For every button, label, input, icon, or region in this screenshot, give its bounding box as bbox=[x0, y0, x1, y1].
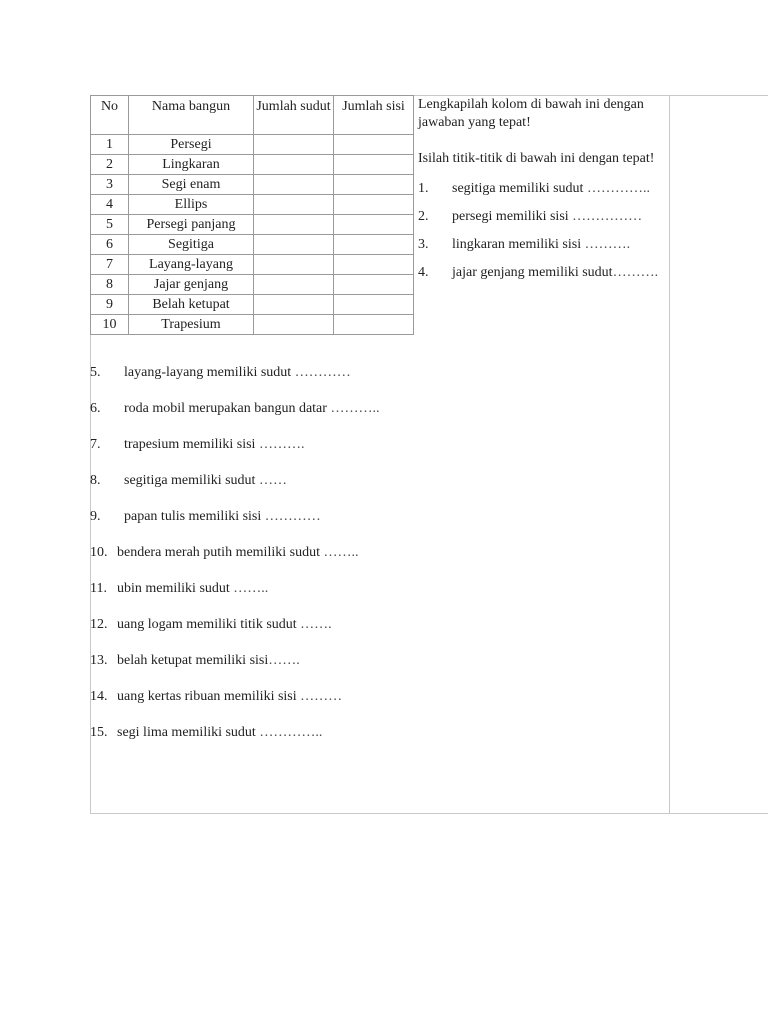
question-number: 7. bbox=[90, 437, 101, 452]
answer-blank[interactable]: ………….. bbox=[583, 181, 650, 196]
corner-count-cell[interactable] bbox=[254, 275, 334, 295]
side-count-cell[interactable] bbox=[334, 315, 414, 335]
side-count-cell[interactable] bbox=[334, 255, 414, 275]
column-divider bbox=[669, 95, 670, 814]
question-text: belah ketupat memiliki sisi bbox=[117, 653, 269, 668]
question-item bbox=[90, 508, 379, 544]
question-number: 1. bbox=[418, 181, 429, 196]
question-number: 11. bbox=[90, 581, 107, 596]
question-item bbox=[90, 652, 379, 688]
table-row bbox=[91, 275, 414, 295]
question-text: uang logam memiliki titik sudut bbox=[117, 617, 297, 632]
question-text: segitiga memiliki sudut bbox=[124, 473, 256, 488]
header-shape-name: Nama bangun bbox=[129, 96, 254, 135]
side-count-cell[interactable] bbox=[334, 155, 414, 175]
answer-blank[interactable]: ………….. bbox=[255, 725, 323, 740]
answer-blank[interactable]: ………. bbox=[581, 237, 631, 252]
shape-name: Persegi bbox=[129, 135, 254, 155]
question-text: lingkaran memiliki sisi bbox=[452, 237, 582, 252]
question-number: 6. bbox=[90, 401, 101, 416]
table-row bbox=[91, 295, 414, 315]
corner-count-cell[interactable] bbox=[254, 315, 334, 335]
corner-count-cell[interactable] bbox=[254, 155, 334, 175]
shape-name: Jajar genjang bbox=[129, 275, 254, 295]
question-item bbox=[418, 180, 666, 198]
question-text: ubin memiliki sudut bbox=[117, 581, 230, 596]
row-number: 4 bbox=[91, 195, 129, 215]
header-no: No bbox=[91, 96, 129, 135]
side-count-cell[interactable] bbox=[334, 195, 414, 215]
answer-blank[interactable]: ………. bbox=[255, 437, 305, 452]
side-count-cell[interactable] bbox=[334, 295, 414, 315]
header-side-count: Jumlah sisi bbox=[334, 96, 414, 135]
answer-blank[interactable]: ………. bbox=[612, 265, 659, 280]
question-text: papan tulis memiliki sisi bbox=[124, 509, 262, 524]
corner-count-cell[interactable] bbox=[254, 255, 334, 275]
row-number: 6 bbox=[91, 235, 129, 255]
question-item bbox=[90, 580, 379, 616]
question-item bbox=[90, 616, 379, 652]
question-item bbox=[90, 724, 379, 760]
instructions-panel bbox=[418, 96, 666, 282]
answer-blank[interactable]: …………… bbox=[568, 209, 643, 224]
instruction-table: Lengkapilah kolom di bawah ini dengan jawaban yang tepat! bbox=[418, 97, 644, 130]
row-number: 5 bbox=[91, 215, 129, 235]
side-count-cell[interactable] bbox=[334, 235, 414, 255]
shape-name: Ellips bbox=[129, 195, 254, 215]
question-number: 8. bbox=[90, 473, 101, 488]
question-text: roda mobil merupakan bangun datar bbox=[124, 401, 327, 416]
question-item bbox=[418, 264, 666, 282]
shape-name: Segi enam bbox=[129, 175, 254, 195]
shape-name: Lingkaran bbox=[129, 155, 254, 175]
row-number: 3 bbox=[91, 175, 129, 195]
shape-name: Belah ketupat bbox=[129, 295, 254, 315]
question-text: bendera merah putih memiliki sudut bbox=[117, 545, 320, 560]
table-header-row bbox=[91, 96, 414, 135]
question-number: 2. bbox=[418, 209, 429, 224]
question-text: segi lima memiliki sudut bbox=[117, 725, 256, 740]
shape-name: Segitiga bbox=[129, 235, 254, 255]
question-number: 14. bbox=[90, 689, 108, 704]
page-border-bottom bbox=[90, 813, 768, 814]
row-number: 7 bbox=[91, 255, 129, 275]
question-item bbox=[418, 236, 666, 254]
corner-count-cell[interactable] bbox=[254, 295, 334, 315]
shapes-table bbox=[90, 95, 414, 335]
table-row bbox=[91, 235, 414, 255]
answer-blank[interactable]: …….. bbox=[229, 581, 269, 596]
table-row bbox=[91, 215, 414, 235]
question-number: 15. bbox=[90, 725, 108, 740]
question-item bbox=[90, 472, 379, 508]
side-count-cell[interactable] bbox=[334, 175, 414, 195]
table-row bbox=[91, 315, 414, 335]
question-text: uang kertas ribuan memiliki sisi bbox=[117, 689, 297, 704]
answer-blank[interactable]: ……… bbox=[296, 689, 343, 704]
corner-count-cell[interactable] bbox=[254, 135, 334, 155]
answer-blank[interactable]: …… bbox=[255, 473, 287, 488]
question-number: 10. bbox=[90, 545, 108, 560]
answer-blank[interactable]: …….. bbox=[319, 545, 359, 560]
question-list bbox=[90, 364, 379, 760]
answer-blank[interactable]: ……. bbox=[268, 653, 300, 668]
row-number: 1 bbox=[91, 135, 129, 155]
table-row bbox=[91, 175, 414, 195]
side-count-cell[interactable] bbox=[334, 215, 414, 235]
row-number: 8 bbox=[91, 275, 129, 295]
question-text: persegi memiliki sisi bbox=[452, 209, 569, 224]
instruction-fill: Isilah titik-titik di bawah ini dengan tepat! bbox=[418, 151, 655, 166]
question-item bbox=[90, 400, 379, 436]
answer-blank[interactable]: ………… bbox=[291, 365, 351, 380]
question-text: layang-layang memiliki sudut bbox=[124, 365, 292, 380]
shape-name: Persegi panjang bbox=[129, 215, 254, 235]
corner-count-cell[interactable] bbox=[254, 195, 334, 215]
row-number: 10 bbox=[91, 315, 129, 335]
question-text: jajar genjang memiliki sudut bbox=[452, 265, 613, 280]
corner-count-cell[interactable] bbox=[254, 235, 334, 255]
question-item bbox=[90, 436, 379, 472]
header-corner-count: Jumlah sudut bbox=[254, 96, 334, 135]
question-number: 13. bbox=[90, 653, 108, 668]
corner-count-cell[interactable] bbox=[254, 175, 334, 195]
question-item bbox=[418, 208, 666, 226]
shape-name: Layang-layang bbox=[129, 255, 254, 275]
question-text: trapesium memiliki sisi bbox=[124, 437, 256, 452]
answer-blank[interactable]: ……. bbox=[296, 617, 332, 632]
side-count-cell[interactable] bbox=[334, 135, 414, 155]
table-row bbox=[91, 255, 414, 275]
question-number: 5. bbox=[90, 365, 101, 380]
answer-blank[interactable]: ……….. bbox=[326, 401, 380, 416]
question-number: 4. bbox=[418, 265, 429, 280]
table-row bbox=[91, 135, 414, 155]
corner-count-cell[interactable] bbox=[254, 215, 334, 235]
table-row bbox=[91, 195, 414, 215]
side-count-cell[interactable] bbox=[334, 275, 414, 295]
question-item bbox=[90, 364, 379, 400]
question-item bbox=[90, 688, 379, 724]
table-row bbox=[91, 155, 414, 175]
row-number: 9 bbox=[91, 295, 129, 315]
question-item bbox=[90, 544, 379, 580]
shape-name: Trapesium bbox=[129, 315, 254, 335]
question-number: 9. bbox=[90, 509, 101, 524]
row-number: 2 bbox=[91, 155, 129, 175]
answer-blank[interactable]: ………… bbox=[261, 509, 321, 524]
question-number: 3. bbox=[418, 237, 429, 252]
question-number: 12. bbox=[90, 617, 108, 632]
question-text: segitiga memiliki sudut bbox=[452, 181, 584, 196]
